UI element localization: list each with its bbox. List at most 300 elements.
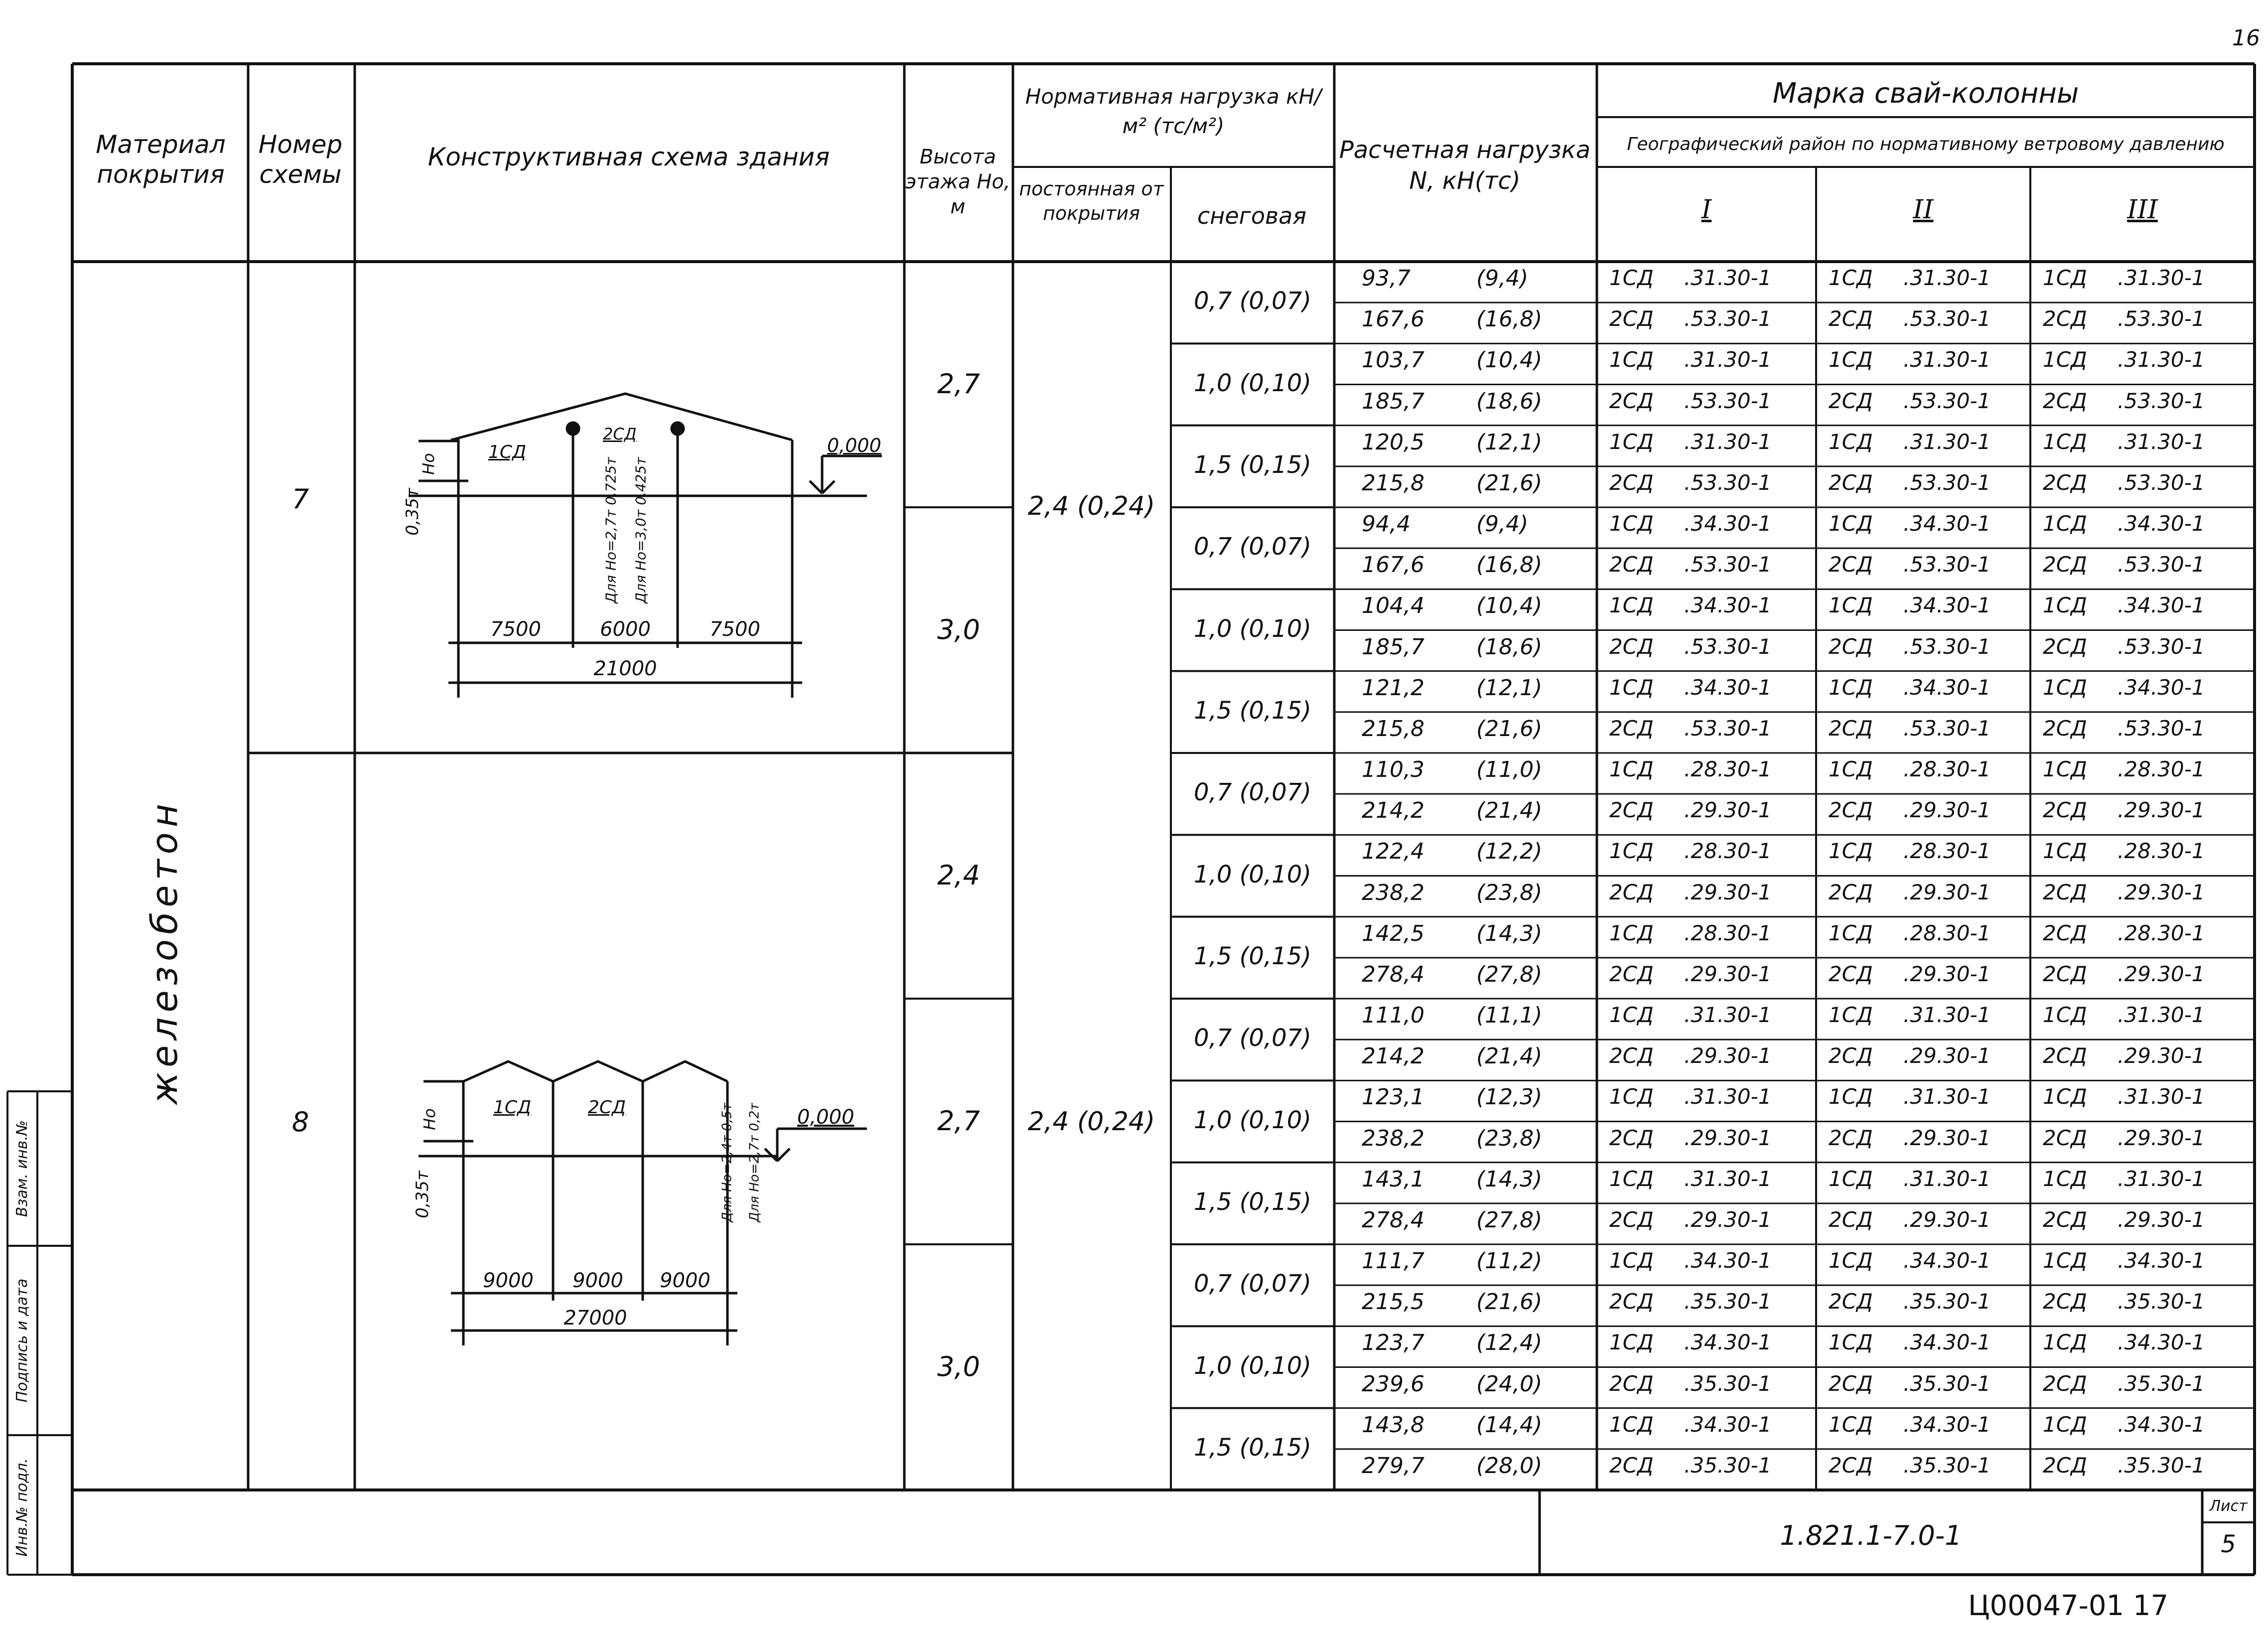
pile-brand-code: .29.30-1	[1903, 1207, 1991, 1232]
scheme-8-note-1: Для Но=2,4т 0,5т	[719, 1103, 735, 1222]
pile-brand-code: .53.30-1	[2118, 306, 2205, 331]
header-material: Материал покрытия	[96, 130, 226, 189]
design-load-kn: 111,0	[1362, 1003, 1424, 1028]
pile-brand-code: .29.30-1	[1903, 880, 1991, 904]
pile-brand-code: .35.30-1	[2118, 1371, 2205, 1396]
pile-brand-type: 1СД	[1609, 347, 1654, 372]
pile-brand-type: 2СД	[1829, 1453, 1873, 1478]
scheme-7-level: 0,000	[827, 435, 881, 456]
pile-brand-code: .31.30-1	[1684, 1003, 1772, 1027]
design-load-tc: (10,4)	[1476, 347, 1543, 373]
design-load-tc: (16,8)	[1476, 306, 1543, 332]
pile-brand-type: 1СД	[2043, 511, 2087, 536]
pile-brand-type: 1СД	[2043, 347, 2087, 372]
pile-brand-code: .29.30-1	[1903, 1125, 1991, 1150]
pile-brand-code: .35.30-1	[1903, 1289, 1991, 1314]
design-load-tc: (11,2)	[1476, 1248, 1543, 1274]
design-load-kn: 104,4	[1362, 593, 1424, 619]
design-load-tc: (11,1)	[1476, 1003, 1543, 1028]
pile-brand-type: 2СД	[2043, 798, 2087, 823]
pile-brand-code: .53.30-1	[1684, 634, 1772, 659]
pile-brand-type: 2СД	[1829, 1043, 1873, 1068]
pile-brand-code: .53.30-1	[1684, 388, 1772, 413]
header-region-3: III	[2127, 195, 2158, 225]
pile-brand-code: .53.30-1	[1684, 716, 1772, 741]
pile-brand-type: 2СД	[1829, 961, 1873, 986]
pile-brand-code: .29.30-1	[1903, 1043, 1991, 1068]
snow-load-value: 0,7 (0,07)	[1194, 778, 1311, 807]
snow-load-value: 0,7 (0,07)	[1194, 1270, 1311, 1298]
pile-brand-code: .29.30-1	[1684, 880, 1772, 904]
pile-brand-code: .28.30-1	[1903, 839, 1991, 864]
design-load-kn: 120,5	[1362, 429, 1424, 455]
pile-brand-code: .53.30-1	[1903, 634, 1991, 659]
pile-brand-code: .31.30-1	[1684, 347, 1772, 372]
pile-brand-type: 2СД	[1609, 388, 1654, 413]
pile-brand-type: 2СД	[2043, 1371, 2087, 1396]
side-stamp-label: Подпись и дата	[13, 1278, 31, 1403]
pile-brand-code: .31.30-1	[1903, 1166, 1991, 1191]
side-stamp-label: Инв.№ подл.	[13, 1458, 31, 1557]
scheme-8-dim-mid: 9000	[572, 1269, 623, 1292]
pile-brand-code: .53.30-1	[1684, 552, 1772, 577]
pile-brand-type: 1СД	[1609, 920, 1654, 945]
pile-brand-type: 2СД	[1609, 1207, 1654, 1232]
pile-brand-type: 2СД	[2043, 634, 2087, 659]
pile-brand-code: .34.30-1	[1903, 511, 1991, 536]
design-load-kn: 185,7	[1362, 634, 1424, 660]
pile-brand-type: 2СД	[2043, 388, 2087, 413]
pile-brand-type: 2СД	[1829, 716, 1873, 741]
pile-brand-type: 1СД	[1829, 429, 1873, 454]
pile-brand-type: 2СД	[2043, 470, 2087, 495]
pile-brand-code: .53.30-1	[1903, 470, 1991, 495]
pile-brand-type: 1СД	[1829, 347, 1873, 372]
design-load-tc: (12,3)	[1476, 1084, 1543, 1110]
snow-load-value: 1,0 (0,10)	[1194, 1351, 1311, 1380]
pile-brand-type: 2СД	[1609, 798, 1654, 823]
pile-brand-type: 2СД	[2043, 1289, 2087, 1314]
pile-brand-type: 2СД	[2043, 1125, 2087, 1150]
snow-load-value: 1,5 (0,15)	[1194, 1433, 1311, 1462]
design-load-tc: (12,2)	[1476, 839, 1543, 865]
snow-load-value: 1,0 (0,10)	[1194, 614, 1311, 643]
pile-brand-type: 2СД	[1829, 1289, 1873, 1314]
pile-brand-code: .53.30-1	[1903, 552, 1991, 577]
snow-load-value: 1,5 (0,15)	[1194, 450, 1311, 479]
design-load-kn: 110,3	[1362, 757, 1424, 782]
scheme-7-dim-total: 21000	[593, 657, 657, 680]
pile-brand-code: .31.30-1	[2118, 347, 2205, 372]
pile-brand-code: .28.30-1	[1903, 920, 1991, 945]
pile-brand-code: .35.30-1	[1903, 1453, 1991, 1478]
scheme-8-dim-right: 9000	[660, 1269, 710, 1292]
pile-brand-type: 1СД	[1609, 511, 1654, 536]
pile-brand-type: 1СД	[2043, 266, 2087, 290]
pile-brand-type: 1СД	[1609, 1166, 1654, 1191]
pile-brand-code: .29.30-1	[2118, 1043, 2205, 1068]
design-load-kn: 279,7	[1362, 1453, 1424, 1479]
pile-brand-code: .31.30-1	[1903, 266, 1991, 290]
pile-brand-type: 1СД	[1609, 266, 1654, 290]
pile-brand-type: 2СД	[1829, 552, 1873, 577]
pile-brand-type: 1СД	[2043, 1166, 2087, 1191]
pile-brand-type: 2СД	[1609, 1371, 1654, 1396]
design-load-tc: (21,6)	[1476, 716, 1543, 741]
design-load-tc: (16,8)	[1476, 552, 1543, 578]
scheme-8-label-1cd: 1СД	[493, 1097, 532, 1118]
pile-brand-type: 1СД	[1829, 675, 1873, 700]
page-number-top: 16	[2232, 25, 2260, 51]
header-permanent: постоянная от покрытия	[1019, 178, 1164, 225]
header-scheme: Конструктивная схема здания	[427, 143, 830, 171]
pile-brand-type: 1СД	[1829, 1330, 1873, 1355]
height-value: 2,7	[937, 368, 980, 400]
design-load-kn: 238,2	[1362, 1125, 1424, 1151]
pile-brand-code: .53.30-1	[1903, 716, 1991, 741]
pile-brand-code: .31.30-1	[1684, 1166, 1772, 1191]
pile-brand-type: 1СД	[1829, 1166, 1873, 1191]
pile-brand-type: 2СД	[1609, 716, 1654, 741]
pile-brand-code: .29.30-1	[2118, 1207, 2205, 1232]
header-height: Высота этажа Но, м	[905, 146, 1010, 218]
pile-brand-type: 2СД	[1609, 880, 1654, 904]
design-load-kn: 103,7	[1362, 347, 1424, 373]
height-value: 2,7	[937, 1105, 980, 1137]
pile-brand-code: .31.30-1	[2118, 266, 2205, 290]
pile-brand-type: 1СД	[1609, 839, 1654, 864]
snow-load-value: 1,0 (0,10)	[1194, 1106, 1311, 1134]
pile-brand-code: .31.30-1	[1684, 429, 1772, 454]
snow-load-value: 0,7 (0,07)	[1194, 287, 1311, 315]
pile-brand-code: .35.30-1	[1684, 1371, 1772, 1396]
pile-brand-code: .29.30-1	[2118, 880, 2205, 904]
scheme-7-dim-mid: 6000	[600, 618, 651, 641]
pile-brand-type: 2СД	[1609, 552, 1654, 577]
pile-brand-code: .35.30-1	[2118, 1453, 2205, 1478]
pile-brand-code: .31.30-1	[1903, 429, 1991, 454]
pile-brand-code: .31.30-1	[2118, 1084, 2205, 1109]
pile-brand-type: 1СД	[1609, 593, 1654, 618]
pile-brand-code: .34.30-1	[2118, 1248, 2205, 1273]
pile-brand-type: 1СД	[2043, 839, 2087, 864]
scheme-8-level: 0,000	[797, 1106, 854, 1129]
design-load-kn: 142,5	[1362, 920, 1424, 946]
pile-brand-type: 2СД	[1829, 388, 1873, 413]
pile-brand-code: .29.30-1	[2118, 961, 2205, 986]
pile-brand-code: .53.30-1	[2118, 716, 2205, 741]
pile-brand-code: .34.30-1	[2118, 593, 2205, 618]
design-load-tc: (23,8)	[1476, 1125, 1543, 1151]
pile-brand-type: 2СД	[1609, 1043, 1654, 1068]
pile-brand-type: 1СД	[2043, 429, 2087, 454]
pile-brand-code: .31.30-1	[1684, 266, 1772, 290]
snow-load-value: 0,7 (0,07)	[1194, 533, 1311, 561]
scheme-7-number: 7	[291, 483, 309, 515]
pile-brand-type: 1СД	[1609, 1084, 1654, 1109]
pile-brand-type: 2СД	[1829, 1207, 1873, 1232]
design-load-kn: 121,2	[1362, 675, 1424, 701]
scheme-7-ho: Но	[419, 453, 438, 475]
pile-brand-type: 1СД	[2043, 757, 2087, 781]
pile-brand-type: 1СД	[2043, 1248, 2087, 1273]
pile-brand-code: .29.30-1	[1684, 798, 1772, 823]
pile-brand-type: 2СД	[2043, 306, 2087, 331]
scheme-8-dim-total: 27000	[564, 1307, 627, 1330]
pile-brand-code: .34.30-1	[1684, 675, 1772, 700]
pile-brand-code: .34.30-1	[1903, 1330, 1991, 1355]
scheme-8-number: 8	[291, 1106, 309, 1138]
design-load-tc: (24,0)	[1476, 1371, 1543, 1397]
design-load-tc: (12,1)	[1476, 675, 1543, 701]
pile-brand-type: 2СД	[2043, 1453, 2087, 1478]
pile-brand-code: .35.30-1	[1684, 1289, 1772, 1314]
pile-brand-code: .34.30-1	[2118, 1412, 2205, 1437]
pile-brand-type: 2СД	[2043, 716, 2087, 741]
scheme-7-dim-right: 7500	[709, 618, 760, 641]
design-load-kn: 94,4	[1362, 511, 1411, 537]
design-load-tc: (9,4)	[1476, 511, 1529, 537]
pile-brand-code: .31.30-1	[2118, 429, 2205, 454]
pile-brand-type: 1СД	[1829, 1248, 1873, 1273]
pile-brand-code: .34.30-1	[1903, 675, 1991, 700]
design-load-tc: (21,4)	[1476, 1043, 1543, 1069]
pile-brand-code: .34.30-1	[2118, 675, 2205, 700]
design-load-tc: (21,6)	[1476, 1289, 1543, 1315]
pile-brand-code: .35.30-1	[2118, 1289, 2205, 1314]
pile-brand-code: .34.30-1	[1684, 1248, 1772, 1273]
pile-brand-code: .29.30-1	[1684, 1125, 1772, 1150]
design-load-kn: 122,4	[1362, 839, 1424, 865]
pile-brand-type: 1СД	[1609, 675, 1654, 700]
sheet-number: 5	[2221, 1530, 2236, 1558]
scheme-7-permanent-load: 2,4 (0,24)	[1027, 491, 1155, 521]
pile-brand-type: 2СД	[2043, 880, 2087, 904]
pile-brand-type: 2СД	[1609, 1125, 1654, 1150]
design-load-kn: 123,7	[1362, 1330, 1424, 1356]
design-load-kn: 278,4	[1362, 961, 1424, 987]
design-load-tc: (14,3)	[1476, 920, 1543, 946]
pile-brand-code: .34.30-1	[1684, 511, 1772, 536]
scheme-8-dim-left: 9000	[483, 1269, 534, 1292]
header-brand: Марка свай-колонны	[1772, 77, 2079, 110]
pile-brand-code: .53.30-1	[1684, 306, 1772, 331]
design-load-tc: (28,0)	[1476, 1453, 1543, 1479]
design-load-tc: (14,3)	[1476, 1166, 1543, 1192]
pile-brand-type: 2СД	[1609, 470, 1654, 495]
design-load-tc: (27,8)	[1476, 1207, 1543, 1233]
snow-load-value: 1,0 (0,10)	[1194, 860, 1311, 889]
height-value: 3,0	[937, 1350, 980, 1382]
design-load-kn: 167,6	[1362, 552, 1424, 578]
snow-load-value: 1,0 (0,10)	[1194, 369, 1311, 397]
design-load-kn: 185,7	[1362, 388, 1424, 414]
scheme-8-ho: Но	[420, 1108, 439, 1130]
design-load-tc: (10,4)	[1476, 593, 1543, 619]
scheme-7-label-1cd: 1СД	[488, 442, 527, 462]
snow-load-value: 1,5 (0,15)	[1194, 942, 1311, 970]
pile-brand-code: .53.30-1	[1903, 388, 1991, 413]
scheme-7-label-2cd: 2СД	[603, 425, 637, 444]
pile-brand-type: 1СД	[1829, 593, 1873, 618]
pile-brand-type: 2СД	[1829, 880, 1873, 904]
pile-brand-code: .29.30-1	[1684, 961, 1772, 986]
pile-brand-type: 2СД	[1829, 470, 1873, 495]
pile-brand-code: .29.30-1	[1684, 1207, 1772, 1232]
pile-brand-code: .28.30-1	[2118, 757, 2205, 781]
design-load-kn: 215,5	[1362, 1289, 1424, 1315]
pile-brand-code: .29.30-1	[1684, 1043, 1772, 1068]
pile-brand-code: .29.30-1	[1903, 798, 1991, 823]
pile-brand-type: 1СД	[1829, 1003, 1873, 1027]
design-load-tc: (12,4)	[1476, 1330, 1543, 1356]
pile-brand-type: 1СД	[1829, 920, 1873, 945]
pile-brand-type: 1СД	[1829, 757, 1873, 781]
pile-brand-code: .35.30-1	[1684, 1453, 1772, 1478]
archive-stamp: Ц00047-01 17	[1968, 1590, 2169, 1622]
design-load-kn: 239,6	[1362, 1371, 1424, 1397]
design-load-tc: (18,6)	[1476, 634, 1543, 660]
design-load-kn: 238,2	[1362, 880, 1424, 905]
header-region-1: I	[1701, 195, 1712, 225]
pile-brand-code: .34.30-1	[2118, 1330, 2205, 1355]
pile-brand-type: 2СД	[1829, 306, 1873, 331]
pile-brand-type: 1СД	[2043, 1003, 2087, 1027]
pile-brand-type: 1СД	[1609, 1330, 1654, 1355]
header-region: Географический район по нормативному ветровому давлению	[1627, 134, 2225, 154]
pile-brand-type: 2СД	[1829, 634, 1873, 659]
pile-brand-type: 1СД	[2043, 593, 2087, 618]
pile-brand-code: .53.30-1	[2118, 552, 2205, 577]
design-load-tc: (12,1)	[1476, 429, 1543, 455]
pile-brand-code: .53.30-1	[2118, 470, 2205, 495]
pile-brand-code: .34.30-1	[1903, 1248, 1991, 1273]
scheme-8-note-2: Для Но=2,7т 0,2т	[747, 1103, 762, 1222]
scheme-8-label-2cd: 2СД	[588, 1097, 626, 1118]
pile-brand-code: .28.30-1	[1684, 757, 1772, 781]
scheme-7-depth: 0,35т	[402, 488, 423, 536]
design-load-kn: 123,1	[1362, 1084, 1424, 1110]
scheme-7-dim-left: 7500	[490, 618, 541, 641]
design-load-tc: (9,4)	[1476, 266, 1529, 291]
design-load-tc: (14,4)	[1476, 1412, 1543, 1438]
pile-brand-type: 1СД	[1609, 1412, 1654, 1437]
header-region-2: II	[1913, 195, 1934, 225]
pile-brand-code: .35.30-1	[1903, 1371, 1991, 1396]
scheme-7-note-1: Для Но=2,7т 0,725т	[602, 457, 619, 603]
pile-brand-code: .34.30-1	[2118, 511, 2205, 536]
snow-load-value: 1,5 (0,15)	[1194, 1187, 1311, 1216]
pile-brand-code: .34.30-1	[1903, 1412, 1991, 1437]
pile-brand-code: .31.30-1	[2118, 1166, 2205, 1191]
pile-brand-type: 1СД	[2043, 1412, 2087, 1437]
design-load-kn: 93,7	[1362, 266, 1411, 291]
pile-brand-code: .34.30-1	[1903, 593, 1991, 618]
pile-brand-type: 2СД	[1609, 961, 1654, 986]
pile-brand-code: .34.30-1	[1684, 1330, 1772, 1355]
design-load-tc: (23,8)	[1476, 880, 1543, 905]
pile-brand-code: .31.30-1	[2118, 1003, 2205, 1027]
pile-brand-type: 2СД	[2043, 552, 2087, 577]
pile-brand-type: 1СД	[1829, 1084, 1873, 1109]
pile-brand-code: .34.30-1	[1684, 1412, 1772, 1437]
pile-brand-code: .28.30-1	[2118, 920, 2205, 945]
pile-brand-type: 2СД	[2043, 1043, 2087, 1068]
pile-brand-type: 2СД	[1829, 798, 1873, 823]
pile-brand-type: 1СД	[2043, 1330, 2087, 1355]
pile-brand-type: 1СД	[1829, 266, 1873, 290]
pile-brand-type: 2СД	[1829, 1371, 1873, 1396]
header-design-load: Расчетная нагрузка N, кН(тс)	[1339, 136, 1591, 195]
design-load-kn: 214,2	[1362, 1043, 1424, 1069]
design-load-tc: (11,0)	[1476, 757, 1543, 782]
design-load-kn: 143,1	[1362, 1166, 1424, 1192]
pile-brand-code: .53.30-1	[1684, 470, 1772, 495]
pile-brand-type: 2СД	[1609, 1289, 1654, 1314]
height-value: 3,0	[937, 613, 980, 645]
pile-brand-type: 1СД	[2043, 1084, 2087, 1109]
pile-brand-code: .53.30-1	[2118, 634, 2205, 659]
design-load-kn: 278,4	[1362, 1207, 1424, 1233]
snow-load-value: 0,7 (0,07)	[1194, 1024, 1311, 1052]
pile-brand-type: 2СД	[2043, 1207, 2087, 1232]
pile-brand-type: 1СД	[1829, 1412, 1873, 1437]
pile-brand-code: .29.30-1	[2118, 1125, 2205, 1150]
pile-brand-type: 2СД	[1829, 1125, 1873, 1150]
scheme-8-drawing	[419, 1061, 867, 1345]
design-load-tc: (21,6)	[1476, 470, 1543, 496]
pile-brand-type: 2СД	[1609, 1453, 1654, 1478]
pile-brand-type: 2СД	[1609, 634, 1654, 659]
side-stamp-label: Взам. инв.№	[13, 1120, 31, 1217]
design-load-tc: (21,4)	[1476, 798, 1543, 824]
sheet-label: Лист	[2209, 1497, 2248, 1515]
pile-brand-code: .28.30-1	[1903, 757, 1991, 781]
pile-brand-code: .31.30-1	[1684, 1084, 1772, 1109]
pile-brand-type: 2СД	[2043, 920, 2087, 945]
scheme-8-permanent-load: 2,4 (0,24)	[1027, 1107, 1155, 1137]
pile-brand-code: .29.30-1	[1903, 961, 1991, 986]
pile-brand-code: .31.30-1	[1903, 347, 1991, 372]
pile-brand-code: .34.30-1	[1684, 593, 1772, 618]
pile-brand-code: .31.30-1	[1903, 1084, 1991, 1109]
doc-code: 1.821.1-7.0-1	[1780, 1520, 1962, 1551]
design-load-kn: 111,7	[1362, 1248, 1424, 1274]
design-load-kn: 167,6	[1362, 306, 1424, 332]
pile-brand-type: 2СД	[2043, 961, 2087, 986]
pile-brand-type: 1СД	[1609, 1248, 1654, 1273]
material-value: железобетон	[143, 799, 185, 1105]
design-load-kn: 143,8	[1362, 1412, 1424, 1438]
pile-brand-code: .28.30-1	[2118, 839, 2205, 864]
design-load-tc: (27,8)	[1476, 961, 1543, 987]
pile-brand-code: .28.30-1	[1684, 839, 1772, 864]
scheme-7-note-2: Для Но=3,0т 0,425т	[632, 457, 649, 603]
header-snow: снеговая	[1197, 202, 1306, 229]
header-scheme-no: Номер схемы	[258, 130, 343, 189]
pile-brand-type: 1СД	[1829, 511, 1873, 536]
height-value: 2,4	[937, 859, 980, 891]
header-norm-load: Нормативная нагрузка кН/м² (тс/м²)	[1025, 84, 1322, 138]
design-load-kn: 215,8	[1362, 470, 1424, 496]
pile-brand-type: 1СД	[1609, 1003, 1654, 1027]
pile-brand-type: 1СД	[1609, 757, 1654, 781]
pile-brand-code: .28.30-1	[1684, 920, 1772, 945]
pile-brand-type: 1СД	[2043, 675, 2087, 700]
design-load-kn: 214,2	[1362, 798, 1424, 824]
pile-brand-code: .31.30-1	[1903, 1003, 1991, 1027]
pile-brand-type: 2СД	[1609, 306, 1654, 331]
